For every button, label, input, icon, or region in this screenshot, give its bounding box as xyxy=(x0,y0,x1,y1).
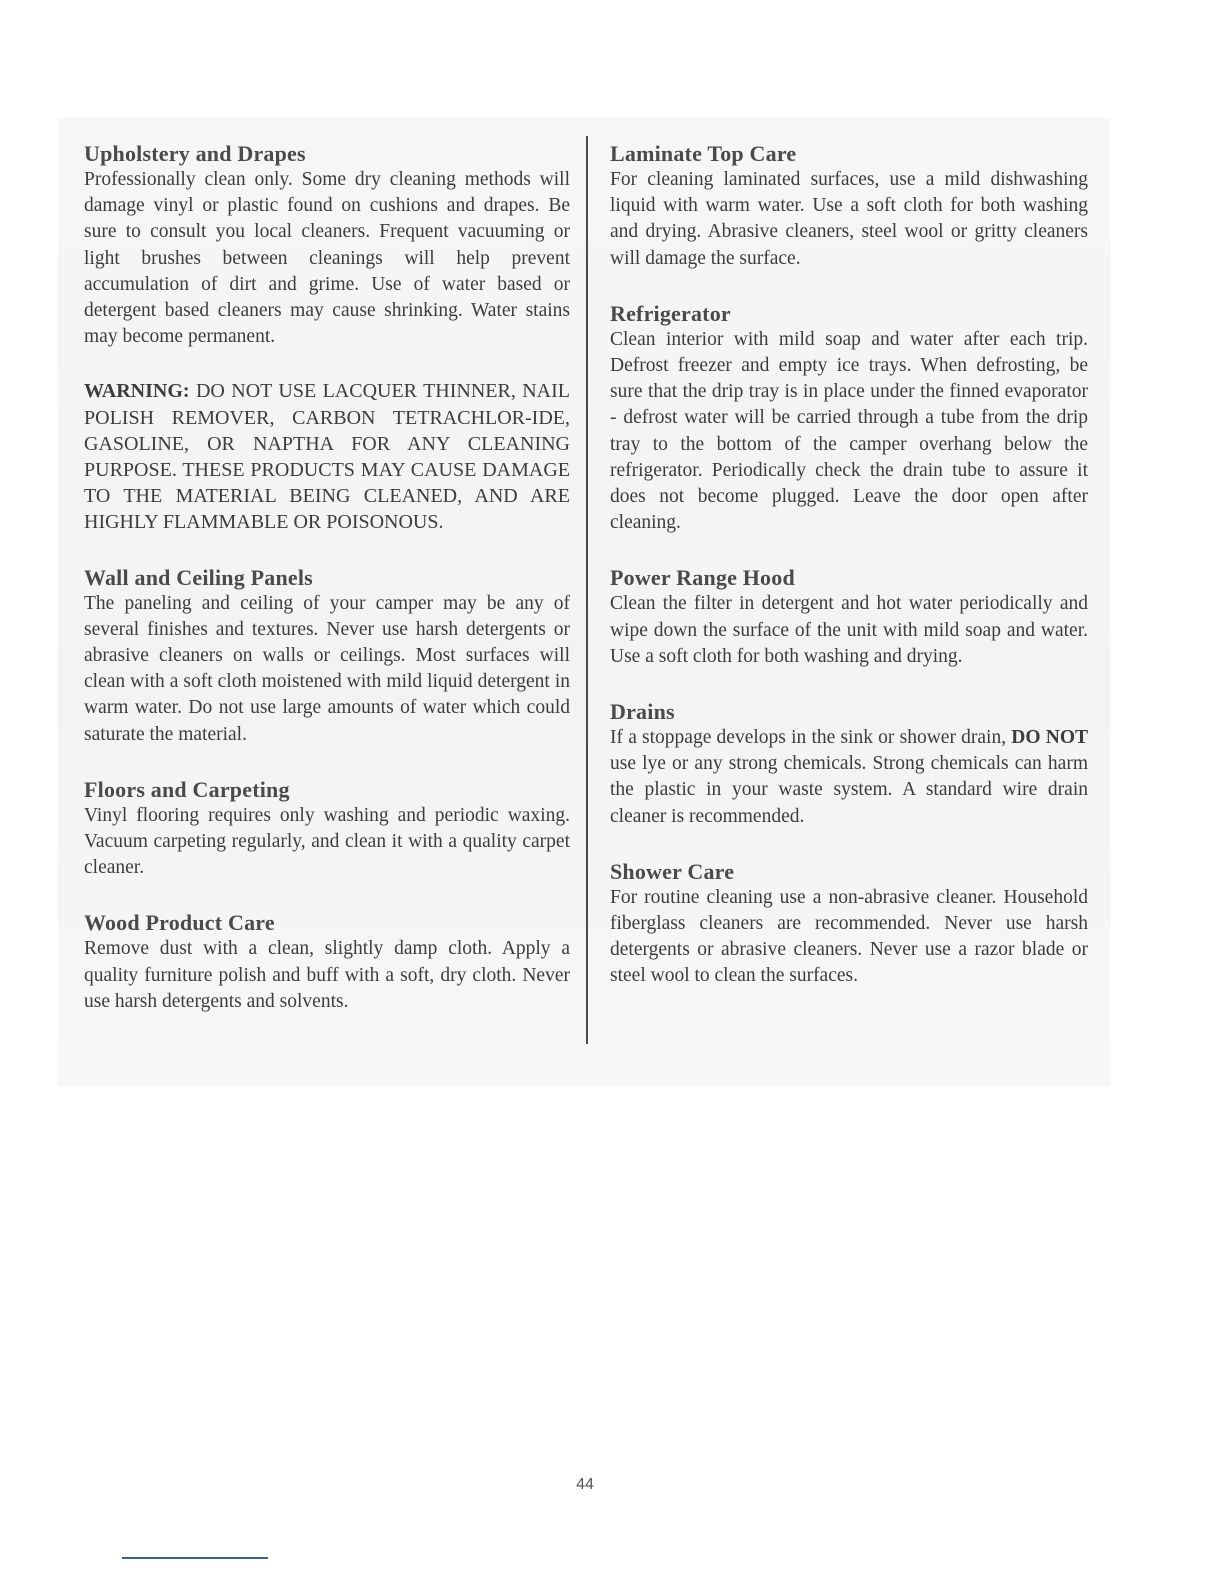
text-wall-ceiling: The paneling and ceiling of your camper may be any of several finishes and textures. Never use harsh detergents or abrasive cleaners on walls or ceilings. Most surfaces will clean with a soft cloth moistened with mild liquid detergent in warm water. Do not use large amounts of water which could saturate the material. xyxy=(84,592,570,745)
warning-label: WARNING: xyxy=(84,380,190,403)
warning-text: DO NOT USE LACQUER THINNER, NAIL POLISH REMOVER, CARBON TETRACHLOR-IDE, GASOLINE, OR NAPTHA FOR ANY CLEANING PURPOSE. THESE PRODUCTS MAY CAUSE DAMAGE TO THE MATERIAL BEING CLEANED, AND ARE HIGHLY FLAMMABLE OR POISONOUS. xyxy=(84,380,570,534)
heading-range-hood: Power Range Hood xyxy=(610,565,795,591)
text-drains-post: use lye or any strong chemicals. Strong chemicals can harm the plastic in your waste system. A standard wire drain cleaner is recommended. xyxy=(610,753,1088,827)
text-shower: For routine cleaning use a non-abrasive cleaner. Household fiberglass cleaners are recommended. Never use harsh detergents or abrasive cleaners. Never use a razor blade or steel wool to clean the surfaces. xyxy=(610,886,1088,987)
heading-upholstery: Upholstery and Drapes xyxy=(84,141,306,166)
text-drains-pre: If a stoppage develops in the sink or shower drain, xyxy=(610,727,1007,749)
text-drains-emphasis: DO NOT xyxy=(1011,727,1089,749)
heading-wood: Wood Product Care xyxy=(84,910,275,936)
section-wall-ceiling xyxy=(84,564,570,748)
section-range-hood xyxy=(610,564,1088,670)
text-laminate: For cleaning laminated surfaces, use a mild dishwashing liquid with warm water. Use a soft cloth for both washing and drying. Abrasive cleaners, steel wool or gritty cleaners will damage the surface. xyxy=(610,169,1088,269)
heading-refrigerator: Refrigerator xyxy=(610,300,731,326)
left-column xyxy=(84,140,570,1043)
text-upholstery: Professionally clean only. Some dry cleaning methods will damage vinyl or plastic found on cushions and drapes. Be sure to consult you local cleaners. Frequent vacuuming or light brushes between cleanings will help prevent accumulation of dirt and grime. Use of water based or detergent based cleaners may cause shrinking. Water stains may become permanent. xyxy=(84,169,570,348)
text-drains xyxy=(610,725,1088,830)
column-divider xyxy=(586,136,588,1044)
heading-laminate: Laminate Top Care xyxy=(610,141,797,166)
text-range-hood: Clean the filter in detergent and hot water periodically and wipe down the surface of the unit with mild soap and water. Use a soft cloth for both washing and drying. xyxy=(610,593,1088,667)
warning-notice xyxy=(84,378,570,535)
heading-floors: Floors and Carpeting xyxy=(84,776,290,802)
page-number: 44 xyxy=(576,1476,594,1493)
section-shower xyxy=(610,858,1088,990)
heading-wall-ceiling: Wall and Ceiling Panels xyxy=(84,564,313,590)
section-drains xyxy=(610,698,1088,830)
heading-shower: Shower Care xyxy=(610,858,735,884)
heading-drains: Drains xyxy=(610,699,675,725)
section-wood xyxy=(84,909,570,1015)
section-floors xyxy=(84,776,570,882)
right-column xyxy=(610,140,1088,1018)
text-floors: Vinyl flooring requires only washing and periodic waxing. Vacuum carpeting regularly, and clean it with a quality carpet cleaner. xyxy=(84,804,570,879)
section-refrigerator xyxy=(610,300,1088,537)
footer-rule xyxy=(122,1557,268,1559)
text-wood: Remove dust with a clean, slightly damp cloth. Apply a quality furniture polish and buff with a soft, dry cloth. Never use harsh detergents and solvents. xyxy=(84,938,570,1012)
section-upholstery xyxy=(84,140,570,350)
section-laminate xyxy=(610,140,1088,272)
text-refrigerator: Clean interior with mild soap and water after each trip. Defrost freezer and empty ice trays. When defrosting, be sure that the drip tray is in place under the finned evaporator - defrost water will be carried through a tube from the drip tray to the bottom of the camper overhang below the refrigerator. Periodically check the drain tube to assure it does not become plugged. Leave the door open after cleaning. xyxy=(610,328,1088,534)
